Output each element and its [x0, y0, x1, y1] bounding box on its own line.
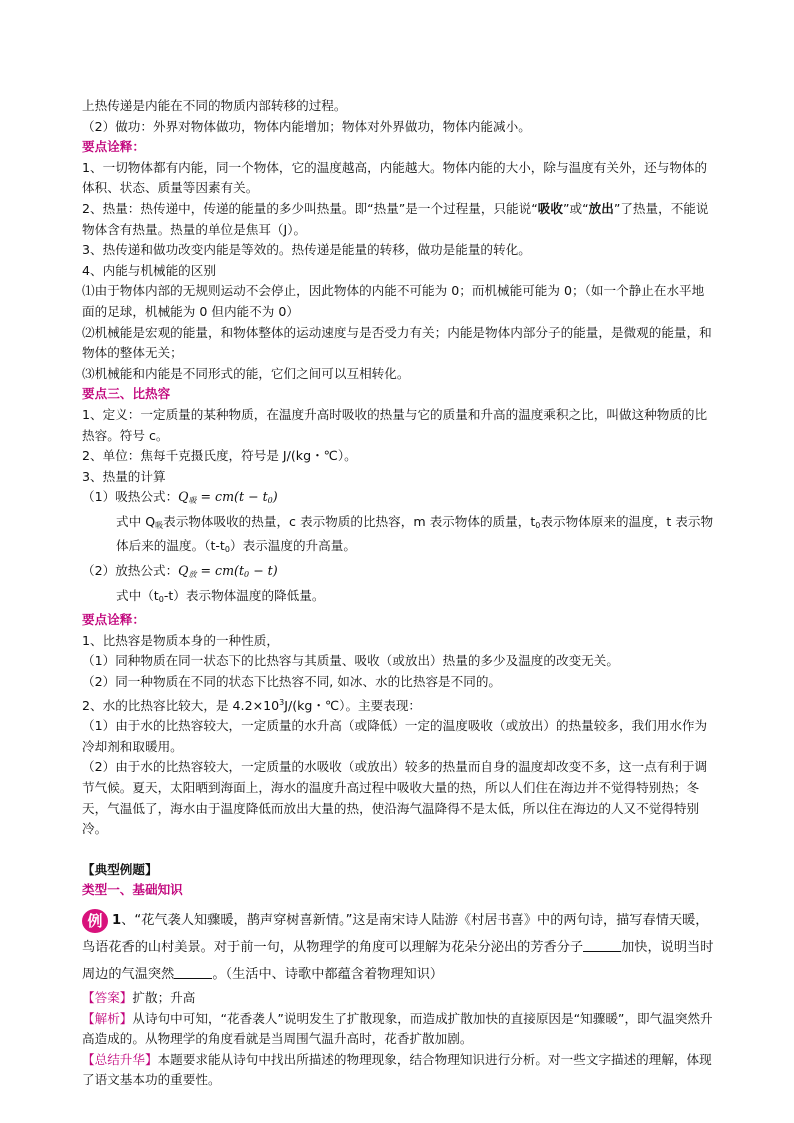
paragraph: （2）同一种物质在不同的状态下比热容不同, 如冰、水的比热容是不同的。 — [82, 674, 502, 690]
summary-line — [82, 1050, 716, 1091]
paragraph: ⑴由于物体内部的无规则运动不会停止，因此物体的内能不可能为 0；而机械能可能为 0；（如一个静止在水平地面的足球，机械能为 0 但内能不为 0） — [82, 283, 705, 319]
absorb-formula-line — [82, 487, 716, 512]
text-run: 表示物体吸收的热量，c 表示物质的比热容，m 表示物体的质量，t — [163, 513, 536, 529]
paragraph — [82, 586, 716, 611]
paragraph — [82, 512, 716, 561]
answer-blank-1 — [583, 939, 621, 952]
text-sub: 吸 — [155, 520, 164, 530]
analysis-line — [82, 1009, 716, 1050]
paragraph: ⑵机械能是宏观的能量，和物体整体的运动速度与是否受力有关；内能是物体内部分子的能量，是微观的能量，和物体的整体无关； — [82, 324, 712, 361]
text-sub: 0 — [158, 594, 164, 604]
paragraph — [82, 199, 716, 240]
paragraph: 3、热量的计算 — [82, 468, 166, 484]
text-run: ”或“ — [562, 200, 589, 216]
document-content — [82, 96, 716, 1091]
summary-tag: 【总结升华】 — [82, 1051, 158, 1067]
spacer — [82, 840, 716, 860]
paragraph: （1）由于水的比热容较大，一定质量的水升高（或降低）一定的温度吸收（或放出）的热量较多，我们用水作为冷却剂和取暖用。 — [82, 718, 708, 754]
paragraph: 3、热传递和做功改变内能是等效的。热传递是能量的转移，做功是能量的转化。 — [82, 242, 531, 258]
paragraph: 上热传递是内能在不同的物质内部转移的过程。 — [82, 98, 347, 113]
answer-text: 扩散；升高 — [132, 989, 196, 1005]
text-sub: 0 — [535, 520, 541, 530]
text-run: 2、热量：热传递中，传递的能量的多少叫热量。即“热量”是一个过程量，只能说“ — [82, 200, 538, 216]
notes-heading: 要点诠释： — [82, 139, 145, 155]
formula-sub: 0 — [267, 496, 273, 506]
formula-rhs: = cm(t − t — [196, 489, 268, 505]
type-heading: 类型一、基础知识 — [82, 882, 183, 898]
paragraph: ⑶机械能和内能是不同形式的能，它们之间可以互相转化。 — [82, 365, 410, 381]
bold-term-absorb: 吸收 — [537, 200, 563, 216]
text-run: J/(kg・℃）。主要表现： — [284, 697, 422, 713]
analysis-text: 从诗句中可知，“花香袭人”说明发生了扩散现象，而造成扩散加快的直接原因是“知骤暖”，即气温突然升高造成的。从物理学的角度看就是当周围气温升高时，花香扩散加剧。 — [82, 1010, 713, 1047]
paragraph: 2、单位：焦每千克摄氏度，符号是 J/(kg・℃）。 — [82, 448, 357, 464]
text-run: ）表示温度的升高量。 — [229, 538, 356, 554]
formula-end: ) — [272, 489, 278, 505]
formula-sub: 0 — [244, 570, 250, 580]
summary-text: 本题要求能从诗句中找出所描述的物理现象，结合物理知识进行分析。对一些文字描述的理解，体现了语文基本功的重要性。 — [82, 1051, 712, 1088]
paragraph — [82, 693, 716, 717]
examples-heading: 【典型例题】 — [82, 861, 158, 877]
text-sub: 0 — [224, 545, 230, 555]
text-run: 。（生活中、诗歌中都蕴含着物理知识） — [212, 966, 444, 982]
formula-q: Q — [178, 489, 189, 505]
answer-tag: 【答案】 — [82, 989, 133, 1005]
paragraph: 1、一切物体都有内能，同一个物体，它的温度越高，内能越大。物体内能的大小，除与温度有关外，还与物体的体积、状态、质量等因素有关。 — [82, 159, 708, 196]
answer-blank-2 — [174, 966, 212, 979]
paragraph: 4、内能与机械能的区别 — [82, 262, 216, 278]
text-run: -t）表示物体温度的降低量。 — [163, 587, 325, 603]
paragraph: （2）由于水的比热容较大，一定质量的水吸收（或放出）较多的热量而自身的温度却改变不多，这一点有利于调节气候。夏天，太阳晒到海面上，海水的温度升高过程中吸收大量的热，所以人们住在海边并不觉得特别热；冬天，气温低了，海水由于温度降低而放出大量的热，使沿海气温降得不是太低，所以住在海边的人又不觉得特别冷。 — [82, 759, 708, 837]
question-number: 1 — [112, 912, 122, 928]
absorb-formula — [178, 489, 278, 504]
section-heading: 要点三、比热容 — [82, 386, 171, 402]
paragraph: （1）同种物质在同一状态下的比热容与其质量、吸收（或放出）热量的多少及温度的改变无关。 — [82, 653, 619, 669]
answer-line — [82, 988, 716, 1009]
release-formula — [178, 563, 278, 578]
formula-end: − t) — [249, 563, 278, 579]
example-badge-icon: 例 — [82, 909, 108, 933]
text-run: 2、水的比热容比较大，是 4.2×10 — [82, 697, 280, 713]
paragraph: （2）做功：外界对物体做功，物体内能增加；物体对外界做功，物体内能减小。 — [82, 118, 531, 134]
formula-label: （1）吸热公式： — [82, 489, 179, 505]
text-run: 式中（t — [116, 587, 159, 603]
formula-sub: 放 — [188, 570, 197, 580]
text-run: 、“花气袭人知骤暖，鹊声穿树喜新情。”这是南宋诗人陆游《村居书喜》中的两句诗，描写春情天暖，鸟语花香的山村美景。对于前一句，从物理学的角度可以理解为花朵分泌出的芳香分子 — [82, 912, 709, 955]
analysis-tag: 【解析】 — [82, 1010, 133, 1026]
formula-rhs: = cm(t — [196, 563, 245, 579]
text-run: 加快，说明当时周边的气温突然 — [82, 939, 714, 982]
formula-sub: 吸 — [188, 496, 197, 506]
bold-term-release: 放出 — [588, 200, 614, 216]
text-run: ”了热量，不能说物体含有热量。热量的单位是焦耳（J）。 — [82, 200, 709, 237]
text-sup: 3 — [279, 697, 285, 707]
paragraph: 1、定义：一定质量的某种物质，在温度升高时吸收的热量与它的质量和升高的温度乘积之比，叫做这种物质的比热容。符号 c。 — [82, 406, 708, 443]
formula-label: （2）放热公式： — [82, 563, 179, 579]
formula-q: Q — [178, 563, 189, 579]
release-formula-line — [82, 561, 716, 586]
text-run: 式中 Q — [116, 513, 156, 529]
text-run: 表示物体原来的温度，t 表示物体后来的温度。（t-t — [116, 513, 714, 554]
paragraph: 1、比热容是物质本身的一种性质， — [82, 632, 279, 648]
notes-heading: 要点诠释： — [82, 612, 145, 628]
example-question — [82, 907, 716, 988]
